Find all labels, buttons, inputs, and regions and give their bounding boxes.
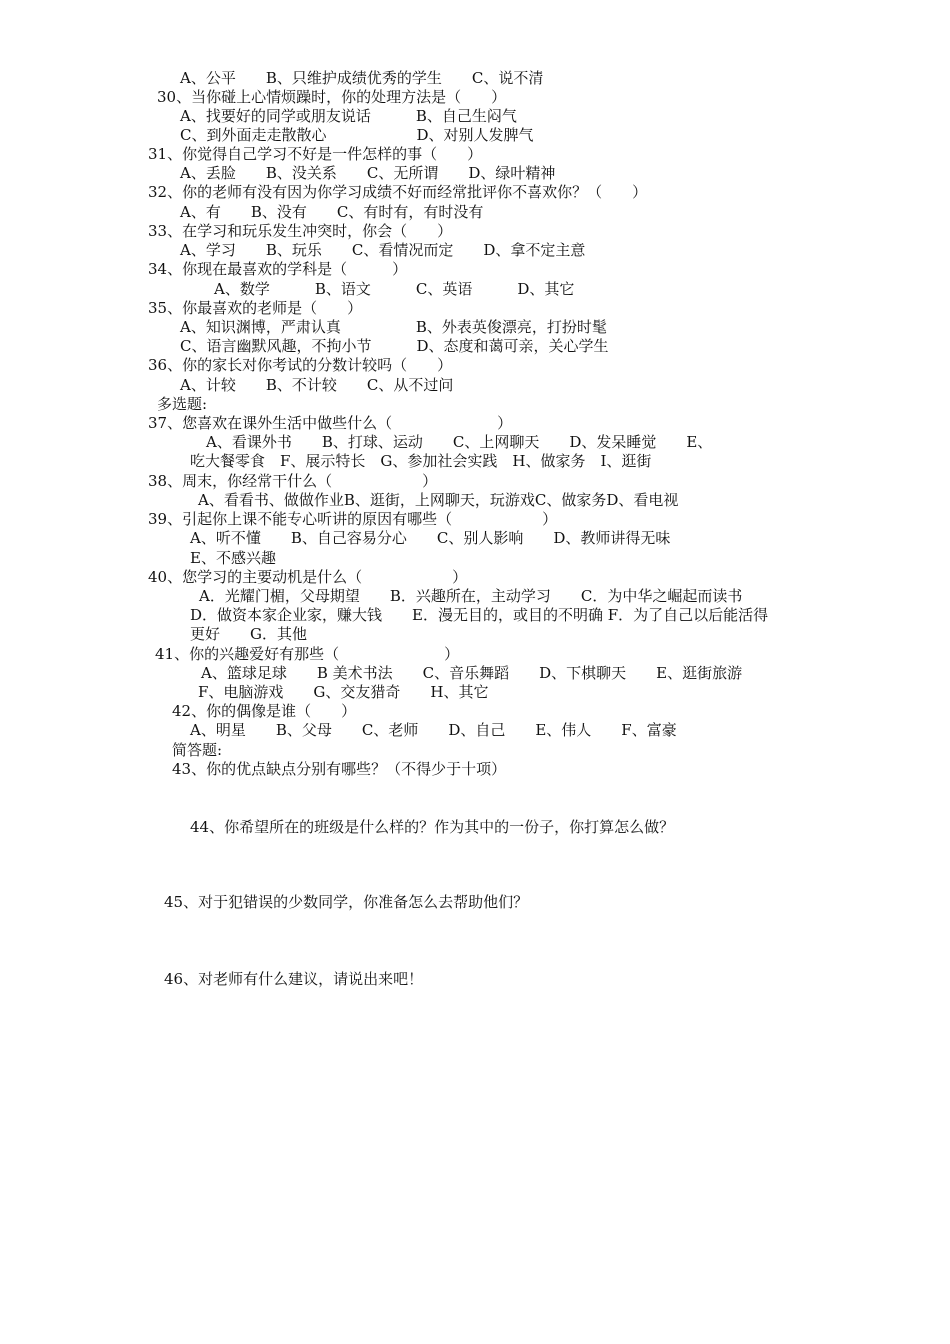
q39-options-line1: A、听不懂 B、自己容易分心 C、别人影响 D、教师讲得无味 — [190, 529, 671, 547]
q41-options-line2: F、电脑游戏 G、交友猎奇 H、其它 — [198, 683, 489, 701]
q35-options-cd: C、语言幽默风趣，不拘小节 D、态度和蔼可亲，关心学生 — [180, 337, 609, 355]
q32-options: A、有 B、没有 C、有时有，有时没有 — [180, 203, 484, 221]
q39-options-line2: E、不感兴趣 — [190, 549, 276, 567]
q43-question: 43、你的优点缺点分别有哪些？（不得少于十项） — [172, 760, 507, 778]
q37-question: 37、您喜欢在课外生活中做些什么（ ） — [148, 414, 513, 432]
q31-question: 31、你觉得自己学习不好是一件怎样的事（ ） — [148, 145, 483, 163]
q39-question: 39、引起你上课不能专心听讲的原因有哪些（ ） — [148, 510, 558, 528]
q41-options-line1: A、篮球足球 B 美术书法 C、音乐舞蹈 D、下棋聊天 E、逛街旅游 — [201, 664, 743, 682]
q32-question: 32、你的老师有没有因为你学习成绩不好而经常批评你不喜欢你？（ ） — [148, 183, 648, 201]
q33-options: A、学习 B、玩乐 C、看情况而定 D、拿不定主意 — [180, 241, 586, 259]
q36-question: 36、你的家长对你考试的分数计较吗（ ） — [148, 356, 453, 374]
q42-question: 42、你的偶像是谁（ ） — [172, 702, 357, 720]
q40-question: 40、您学习的主要动机是什么（ ） — [148, 568, 468, 586]
q38-options: A、看看书、做做作业B、逛街，上网聊天，玩游戏C、做家务D、看电视 — [198, 491, 679, 509]
q30-question: 30、当你碰上心情烦躁时，你的处理方法是（ ） — [157, 88, 507, 106]
q37-options-line2: 吃大餐零食 F、展示特长 G、参加社会实践 H、做家务 I、逛街 — [190, 452, 652, 470]
q41-question: 41、你的兴趣爱好有那些（ ） — [155, 645, 460, 663]
q45-question: 45、对于犯错误的少数同学，你准备怎么去帮助他们？ — [164, 893, 529, 911]
q38-question: 38、周末，你经常干什么（ ） — [148, 472, 438, 490]
q35-question: 35、你最喜欢的老师是（ ） — [148, 299, 363, 317]
q37-options-line1: A、看课外书 B、打球、运动 C、上网聊天 D、发呆睡觉 E、 — [206, 433, 713, 451]
q42-options: A、明星 B、父母 C、老师 D、自己 E、伟人 F、富豪 — [190, 721, 677, 739]
q44-question: 44、你希望所在的班级是什么样的？作为其中的一份子，你打算怎么做？ — [190, 818, 675, 836]
q29-options: A、公平 B、只维护成绩优秀的学生 C、说不清 — [180, 69, 544, 87]
q30-options-ab: A、找要好的同学或朋友说话 B、自己生闷气 — [180, 107, 517, 125]
q31-options: A、丢脸 B、没关系 C、无所谓 D、绿叶精神 — [180, 164, 556, 182]
q40-options-line2: D．做资本家企业家，赚大钱 E．漫无目的，或目的不明确 F．为了自己以后能活得 — [190, 606, 769, 624]
q40-options-line1: A．光耀门楣，父母期望 B．兴趣所在，主动学习 C．为中华之崛起而读书 — [199, 587, 743, 605]
q35-options-ab: A、知识渊博，严肃认真 B、外表英俊漂亮，打扮时髦 — [180, 318, 607, 336]
q40-options-line3: 更好 G．其他 — [190, 625, 307, 643]
q34-options: A、数学 B、语文 C、英语 D、其它 — [214, 280, 575, 298]
section-heading-short-answer: 简答题: — [172, 741, 223, 759]
q33-question: 33、在学习和玩乐发生冲突时，你会（ ） — [148, 222, 453, 240]
q46-question: 46、对老师有什么建议，请说出来吧！ — [164, 970, 424, 988]
q36-options: A、计较 B、不计较 C、从不过问 — [180, 376, 454, 394]
section-heading-multiple-choice: 多选题: — [157, 395, 208, 413]
q30-options-cd: C、到外面走走散散心 D、对别人发脾气 — [180, 126, 534, 144]
q34-question: 34、你现在最喜欢的学科是（ ） — [148, 260, 408, 278]
